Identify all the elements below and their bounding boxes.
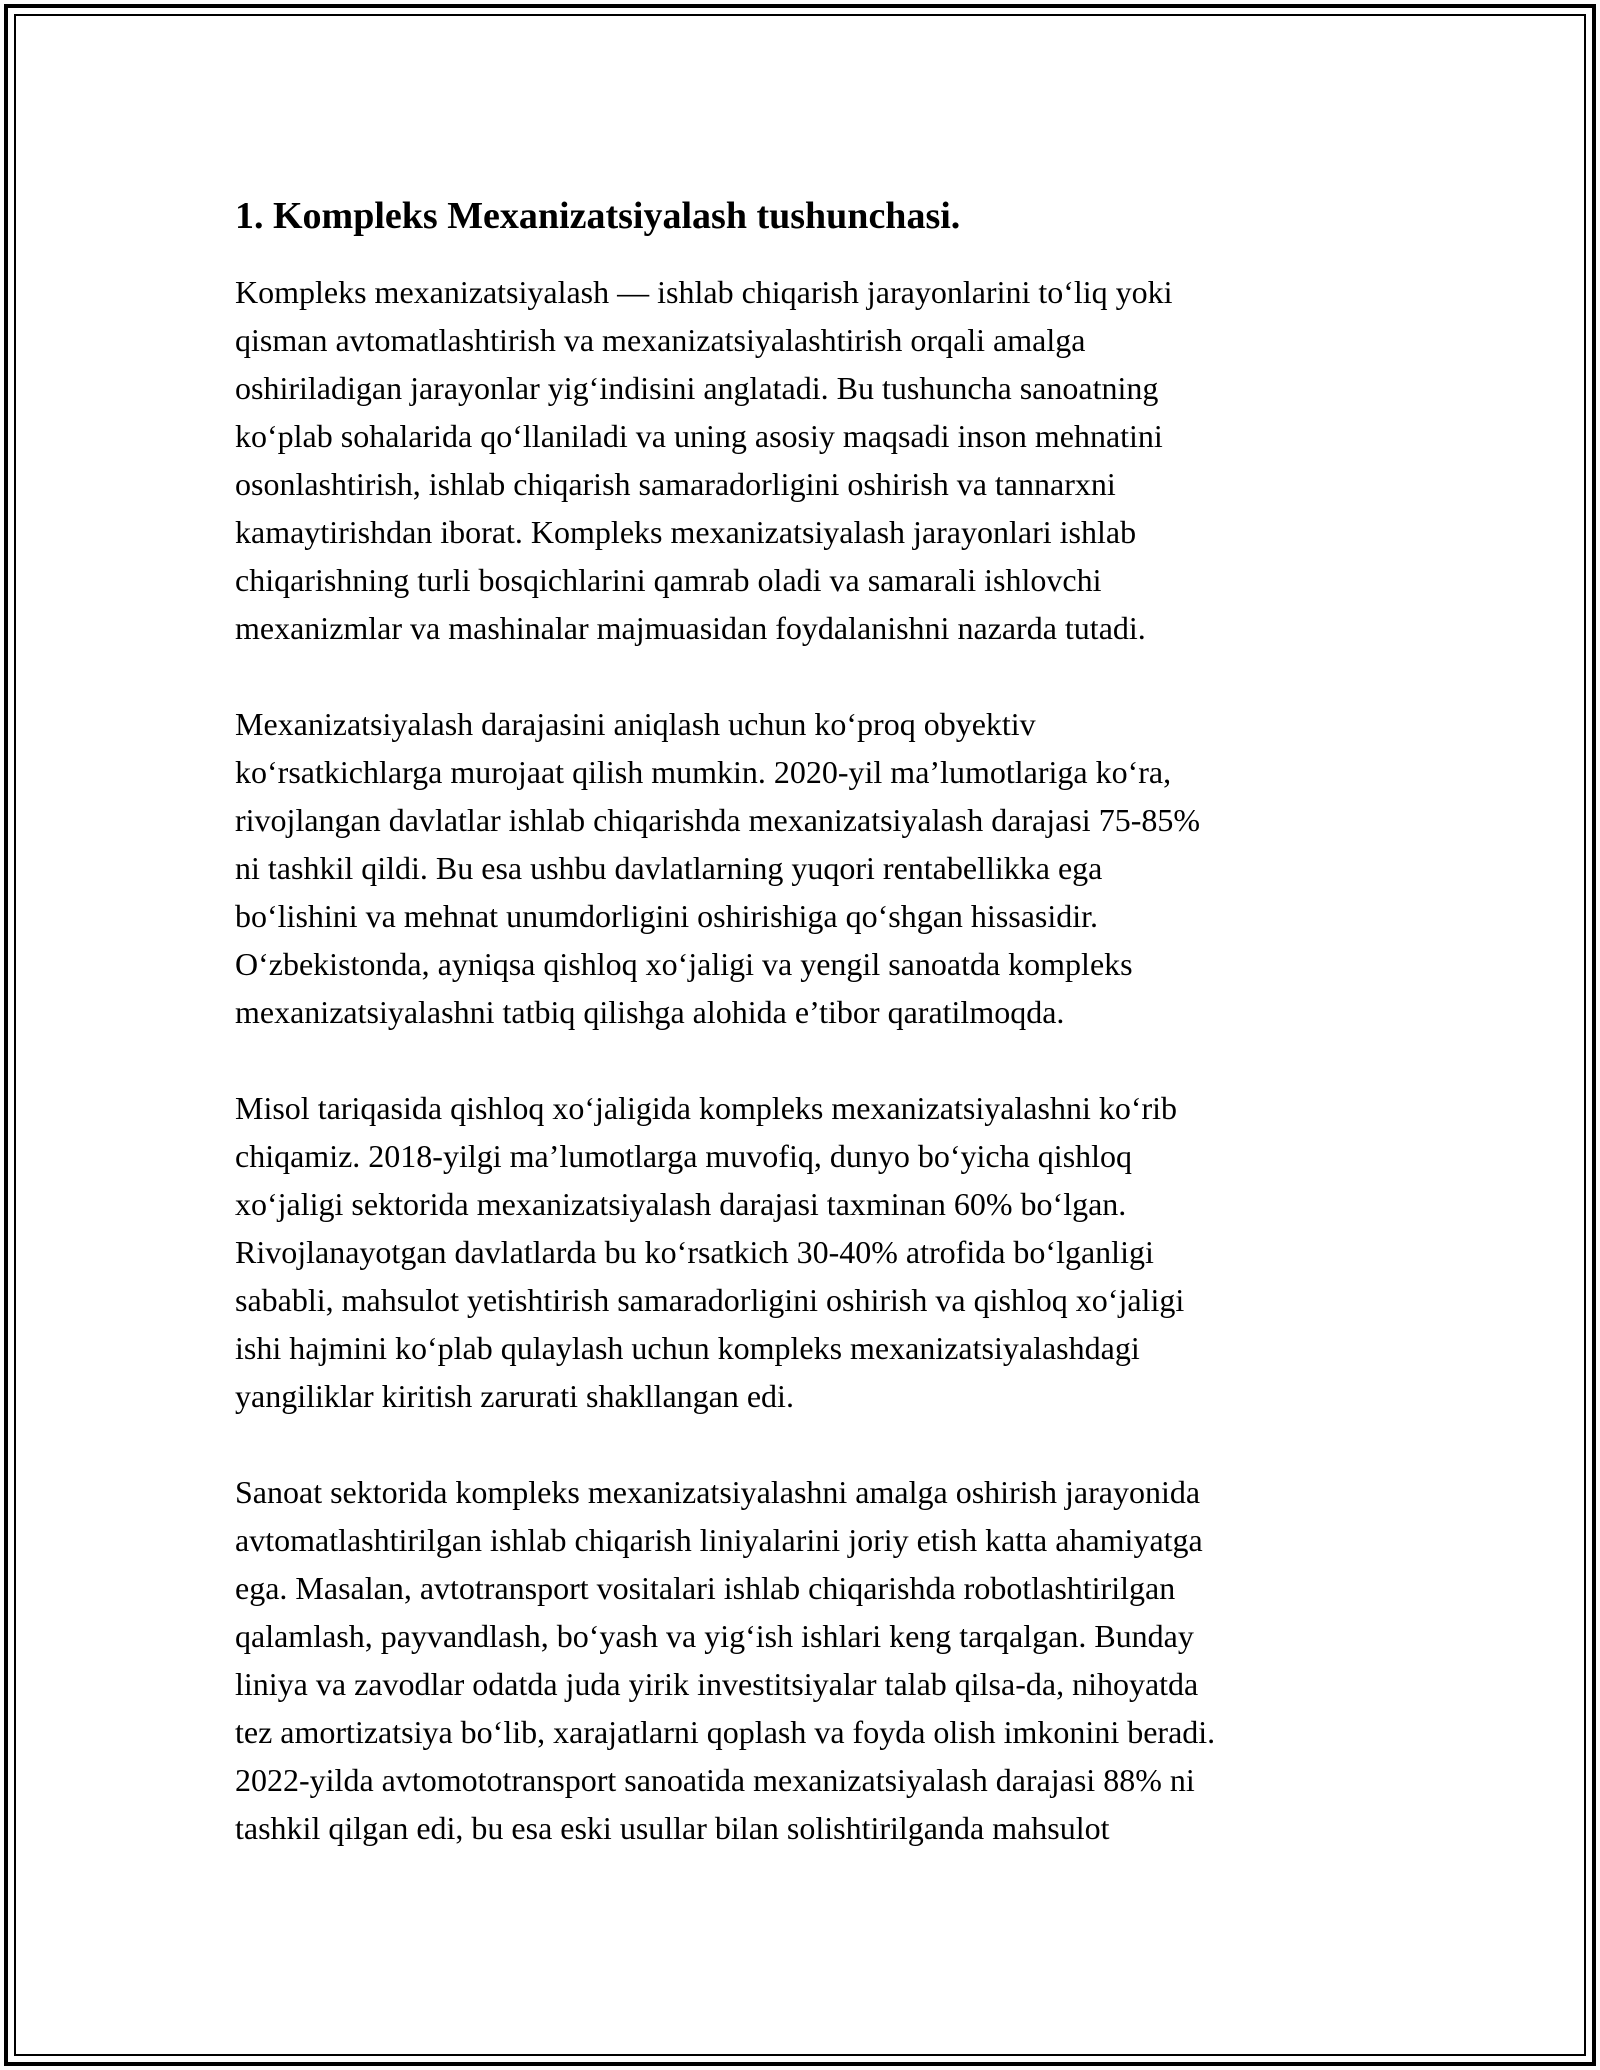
text-line: Misol tariqasida qishloq xo‘jaligida kompleks mexanizatsiyalashni ko‘rib xyxy=(235,1090,1178,1126)
text-line: Rivojlanayotgan davlatlarda bu ko‘rsatkich 30-40% atrofida bo‘lganligi xyxy=(235,1234,1154,1270)
text-line: bo‘lishini va mehnat unumdorligini oshirishiga qo‘shgan hissasidir. xyxy=(235,898,1099,934)
paragraph-definition xyxy=(235,268,1385,652)
text-line: chiqarishning turli bosqichlarini qamrab oladi va samarali ishlovchi xyxy=(235,562,1102,598)
text-line: rivojlangan davlatlar ishlab chiqarishda mexanizatsiyalash darajasi 75-85% xyxy=(235,802,1200,838)
text-line: tashkil qilgan edi, bu esa eski usullar bilan solishtirilganda mahsulot xyxy=(235,1810,1110,1846)
text-line: O‘zbekistonda, ayniqsa qishloq xo‘jaligi va yengil sanoatda kompleks xyxy=(235,946,1133,982)
text-line: tez amortizatsiya bo‘lib, xarajatlarni qoplash va foyda olish imkonini beradi. xyxy=(235,1714,1216,1750)
text-line: ko‘rsatkichlarga murojaat qilish mumkin. 2020-yil ma’lumotlariga ko‘ra, xyxy=(235,754,1172,790)
text-line: Mexanizatsiyalash darajasini aniqlash uchun ko‘proq obyektiv xyxy=(235,706,1036,742)
text-line: kamaytirishdan iborat. Kompleks mexanizatsiyalash jarayonlari ishlab xyxy=(235,514,1137,550)
text-line: sababli, mahsulot yetishtirish samaradorligini oshirish va qishloq xo‘jaligi xyxy=(235,1282,1185,1318)
text-line: chiqamiz. 2018-yilgi ma’lumotlarga muvofiq, dunyo bo‘yicha qishloq xyxy=(235,1138,1133,1174)
document-body xyxy=(235,186,1385,1900)
text-line: qalamlash, payvandlash, bo‘yash va yig‘ish ishlari keng tarqalgan. Bunday xyxy=(235,1618,1194,1654)
text-line: qisman avtomatlashtirish va mexanizatsiyalashtirish orqali amalga xyxy=(235,322,1086,358)
text-line: mexanizatsiyalashni tatbiq qilishga alohida e’tibor qaratilmoqda. xyxy=(235,994,1065,1030)
text-line: ishi hajmini ko‘plab qulaylash uchun kompleks mexanizatsiyalashdagi xyxy=(235,1330,1140,1366)
paragraph-industry xyxy=(235,1468,1385,1852)
text-line: ko‘plab sohalarida qo‘llaniladi va uning asosiy maqsadi inson mehnatini xyxy=(235,418,1163,454)
text-line: 2022-yilda avtomototransport sanoatida mexanizatsiyalash darajasi 88% ni xyxy=(235,1762,1195,1798)
text-line: mexanizmlar va mashinalar majmuasidan foydalanishni nazarda tutadi. xyxy=(235,610,1146,646)
text-line: liniya va zavodlar odatda juda yirik investitsiyalar talab qilsa-da, nihoyatda xyxy=(235,1666,1199,1702)
text-line: osonlashtirish, ishlab chiqarish samaradorligini oshirish va tannarxni xyxy=(235,466,1116,502)
text-line: ega. Masalan, avtotransport vositalari ishlab chiqarishda robotlashtirilgan xyxy=(235,1570,1176,1606)
paragraph-agriculture xyxy=(235,1084,1385,1420)
text-line: avtomatlashtirilgan ishlab chiqarish liniyalarini joriy etish katta ahamiyatga xyxy=(235,1522,1203,1558)
paragraph-mechanization-level xyxy=(235,700,1385,1036)
text-line: xo‘jaligi sektorida mexanizatsiyalash darajasi taxminan 60% bo‘lgan. xyxy=(235,1186,1127,1222)
section-heading: 1. Kompleks Mexanizatsiyalash tushunchasi. xyxy=(235,195,961,237)
text-line: ni tashkil qildi. Bu esa ushbu davlatlarning yuqori rentabellikka ega xyxy=(235,850,1103,886)
text-line: oshiriladigan jarayonlar yig‘indisini anglatadi. Bu tushuncha sanoatning xyxy=(235,370,1159,406)
text-line: Sanoat sektorida kompleks mexanizatsiyalashni amalga oshirish jarayonida xyxy=(235,1474,1201,1510)
text-line: yangiliklar kiritish zarurati shakllangan edi. xyxy=(235,1378,794,1414)
text-line: Kompleks mexanizatsiyalash — ishlab chiqarish jarayonlarini to‘liq yoki xyxy=(235,274,1173,310)
